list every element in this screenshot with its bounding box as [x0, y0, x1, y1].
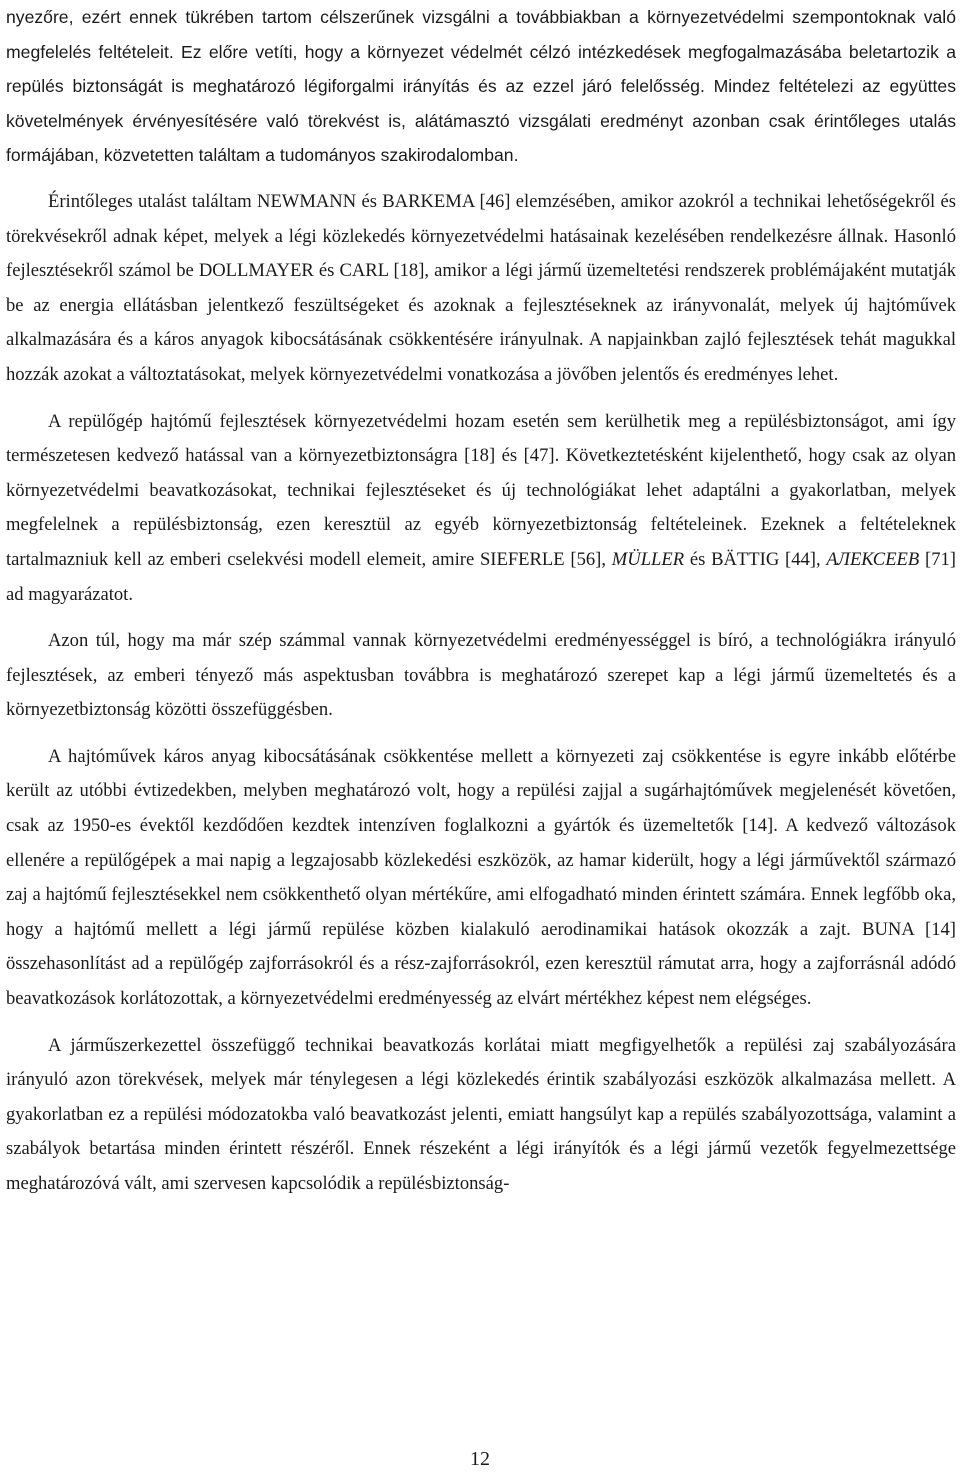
paragraph-2-text-a: Érintőleges utalást találtam NEWMANN és BARKEMA [46] elemzésében, amikor azokról a technikai lehetőségekről és törekvésekről adnak képet, melyek a légi közlekedés környezetvédelmi hatásainak kezelésében rendelkezésre állnak.	[6, 190, 956, 247]
paragraph-5-text: A hajtóművek káros anyag kibocsátásának csökkentése mellett a környezeti zaj csökkentése is egyre inkább előtérbe került az utóbbi évtizedekben, melyben meghatározó volt, hogy a repülési zajjal a sugárhajtóművek megjelenését követően, csak az 1950-es évektől kezdődően kezdtek intenzíven foglalkozni a gyártók és üzemeltetők [14]. A kedvező változások ellenére a repülőgépek a mai napig a legzajosabb közlekedési eszközök, az hamar kiderült, hogy a légi járművektől származó zaj a hajtómű fejlesztésekkel nem csökkenthető olyan mértékűre, ami elfogadható minden érintett számára. Ennek legfőbb oka, hogy a hajtómű mellett a légi jármű repülése közben kialakuló aerodinamikai hatások okozzák a zajt. BUNA [14] összehasonlítást ad a repülőgép zajforrásokról és a rész-zajforrásokról, ezen keresztül rámutat arra, hogy a zajforrásnál adódó beavatkozások korlátozottak, a környezetvédelmi eredményesség az elvárt mértékhez képest nem elégséges.	[6, 745, 956, 1010]
paragraph-1	[6, 0, 956, 173]
author-name-alekseev: АЛЕКСЕЕВ	[826, 548, 920, 570]
paragraph-4-text: Azon túl, hogy ma már szép számmal vannak környezetvédelmi eredményességgel is bíró, a technológiákra irányuló fejlesztések, az emberi tényező más aspektusban továbbra is meghatározó szerepet kap a légi jármű üzemeltetés és a környezetbiztonság közötti összefüggésben.	[6, 630, 956, 721]
document-body	[6, 0, 956, 1202]
paragraph-6	[6, 1029, 956, 1202]
paragraph-3-text-a: A repülőgép hajtómű fejlesztések környezetvédelmi hozam esetén sem kerülhetik meg a repülésbiztonságot, ami így természetesen kedvező hatással van a környezetbiztonságra [18] és [47]. Következtetésként kijelenthető, hogy csak az olyan környezetvédelmi beavatkozásokat, technikai fejlesztéseket és új technológiákat lehet adaptálni a gyakorlatban, melyek megfelelnek a repülésbiztonság, ezen keresztül az egyéb környezetbiztonság feltételeinek. Ezeknek a feltételeknek tartalmazniuk kell az emberi cselekvési modell elemeit, amire SIEFERLE [56],	[6, 410, 956, 570]
paragraph-2	[6, 185, 956, 393]
paragraph-3-text-c: [71] ad magyarázatot.	[6, 548, 956, 605]
author-name-muller: MÜLLER	[611, 548, 685, 570]
paragraph-3	[6, 405, 956, 613]
paragraph-6-text: A járműszerkezettel összefüggő technikai beavatkozás korlátai miatt megfigyelhetők a repülési zaj szabályozására irányuló azon törekvések, melyek már ténylegesen a légi közlekedés érintik szabályozási eszközök alkalmazása mellett. A gyakorlatban ez a repülési módozatokba való beavatkozást jelenti, emiatt hangsúlyt kap a repülés szabályozottsága, valamint a szabályok betartása minden érintett részéről. Ennek részeként a légi irányítók és a légi jármű vezetők fegyelmezettsége meghatározóvá vált, ami szervesen kapcsolódik a repülésbiztonság-	[6, 1034, 956, 1194]
paragraph-4	[6, 624, 956, 728]
paragraph-3-text-b: és BÄTTIG [44],	[684, 548, 827, 570]
paragraph-5	[6, 740, 956, 1017]
paragraph-1-text: nyezőre, ezért ennek tükrében tartom célszerűnek vizsgálni a továbbiakban a környezetvédelmi szempontoknak való megfelelés feltételeit. Ez előre vetíti, hogy a környezet védelmét célzó intézkedések megfogalmazásába beletartozik a repülés biztonságát is meghatározó légiforgalmi irányítás és az ezzel járó felelősség. Mindez feltételezi az együttes követelmények érvényesítésére való törekvést is, alátámasztó vizsgálati eredményt azonban csak érintőleges utalás formájában, közvetetten találtam a tudományos szakirodalomban.	[6, 7, 956, 166]
paragraph-2-text-b: Hasonló fejlesztésekről számol be DOLLMAYER és CARL [18], amikor a légi jármű üzemeltetési rendszerek problémájaként mutatják be az energia ellátásban jelentkező feszültségeket és azoknak a fejlesztéseknek az irányvonalát, melyek új hajtóművek alkalmazására és a káros anyagok kibocsátásának csökkentésére irányulnak. A napjainkban zajló fejlesztések tehát magukkal hozzák azokat a változtatásokat, melyek környezetvédelmi vonatkozása a jövőben jelentős és eredményes lehet.	[6, 225, 956, 385]
page-number: 12	[470, 1448, 490, 1470]
